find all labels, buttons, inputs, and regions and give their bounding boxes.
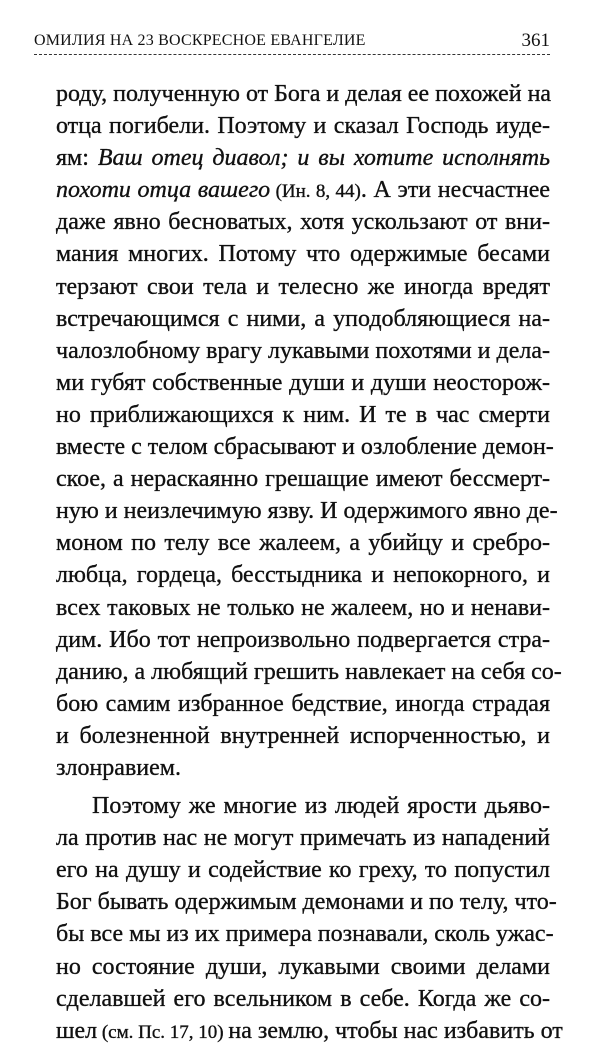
text-segment: ям:: [56, 145, 98, 172]
text-segment: но состояние души, лукавыми своими делами: [56, 953, 550, 980]
text-segment: всех таковых не только не жалеем, но и ненави-: [56, 594, 550, 621]
text-line: [56, 142, 550, 174]
text-segment: данию, а любящий грешить навлекает на себя со-: [56, 658, 562, 685]
text-segment: любца, гордеца, бесстыдника и непокорного, и: [56, 562, 550, 589]
running-header: [34, 30, 550, 55]
running-header-title: ОМИЛИЯ НА 23 ВОСКРЕСНОЕ ЕВАНГЕЛИЕ: [34, 32, 366, 49]
text-segment: бою самим избранное бедствие, иногда страдая: [56, 690, 550, 717]
text-segment: вместе с телом сбрасывают и озлобление демон-: [56, 434, 554, 461]
italic-quote: похоти отца вашего: [56, 177, 271, 204]
text-line: [56, 559, 550, 591]
text-line: [56, 527, 550, 559]
text-segment: бы все мы из их примера познавали, сколь ужас-: [56, 921, 554, 948]
text-segment: встречающимся с ними, а уподобляющиеся на-: [56, 305, 550, 332]
text-line: [56, 790, 550, 822]
text-line: [56, 399, 550, 431]
page-number: 361: [521, 30, 550, 51]
text-line: [56, 206, 550, 238]
text-line: [56, 918, 554, 950]
text-segment: и болезненной внутренней испорченностью, и: [56, 722, 550, 749]
text-segment: терзают свои тела и телесно же иногда вредят: [56, 273, 550, 300]
text-line: [56, 854, 550, 886]
text-segment: ми губят собственные души и души неосторож-: [56, 369, 550, 396]
text-line: [56, 463, 550, 495]
text-segment: шел: [56, 1017, 98, 1044]
text-line: [56, 720, 550, 752]
page-body-text: [56, 78, 563, 1047]
text-line: [56, 238, 550, 270]
text-line: [56, 110, 550, 142]
text-line: [56, 303, 550, 335]
text-segment: роду, полученную от Бога и делая ее похожей на: [56, 81, 552, 107]
text-segment: . А эти несчастнее: [360, 177, 551, 204]
text-segment: на землю, чтобы нас избавить от: [228, 1017, 563, 1044]
text-line: [56, 688, 550, 720]
text-line: [56, 1015, 563, 1047]
text-line: [56, 592, 550, 624]
text-line: [56, 886, 557, 918]
text-segment: его на душу и содействие ко греху, то попустил: [56, 857, 550, 884]
paragraph: [56, 784, 563, 1047]
text-segment: ную и неизлечимую язву. И одержимого явно де-: [56, 498, 558, 525]
text-line: [56, 335, 550, 367]
text-segment: дим. Ибо тот непроизвольно подвергается стра-: [56, 626, 550, 653]
text-segment: ла против нас не могут примечать из нападений: [56, 825, 550, 852]
text-line: [56, 78, 550, 110]
text-segment: Бог бывать одержимым демонами и по телу, что-: [56, 889, 557, 916]
text-line: [56, 174, 550, 206]
text-segment: Поэтому же многие из людей ярости дьяво-: [92, 793, 550, 820]
text-segment: моном по телу все жалеем, а убийцу и сребро-: [56, 530, 550, 557]
text-line: [56, 656, 562, 688]
text-line: [56, 822, 550, 854]
text-segment: но приближающихся к ним. И те в час смерти: [56, 401, 550, 428]
paragraph: [56, 78, 562, 784]
scripture-reference: (Ин. 8, 44): [270, 181, 361, 203]
text-line: [56, 752, 550, 784]
text-line: [56, 431, 554, 463]
text-segment: сделавшей его всельником в себе. Когда же со-: [56, 985, 550, 1012]
scripture-reference: (см. Пс. 17, 10): [97, 1021, 229, 1043]
italic-quote: Ваш отец диавол; и вы хотите исполнять: [97, 145, 550, 172]
text-line: [56, 271, 550, 303]
text-segment: злонравием.: [56, 754, 181, 781]
text-segment: даже явно бесноватых, хотя ускользают от вни-: [56, 209, 550, 236]
text-line: [56, 367, 550, 399]
text-line: [56, 624, 550, 656]
text-line: [56, 495, 558, 527]
text-segment: отца погибели. Поэтому и сказал Господь иуде-: [56, 113, 550, 140]
text-segment: чалозлобному врагу лукавыми похотями и дела-: [56, 337, 550, 364]
text-line: [56, 951, 550, 983]
text-segment: ское, а нераскаянно грешащие имеют бессмерт-: [56, 466, 550, 493]
text-segment: мания многих. Потому что одержимые бесами: [56, 241, 550, 268]
text-line: [56, 983, 550, 1015]
